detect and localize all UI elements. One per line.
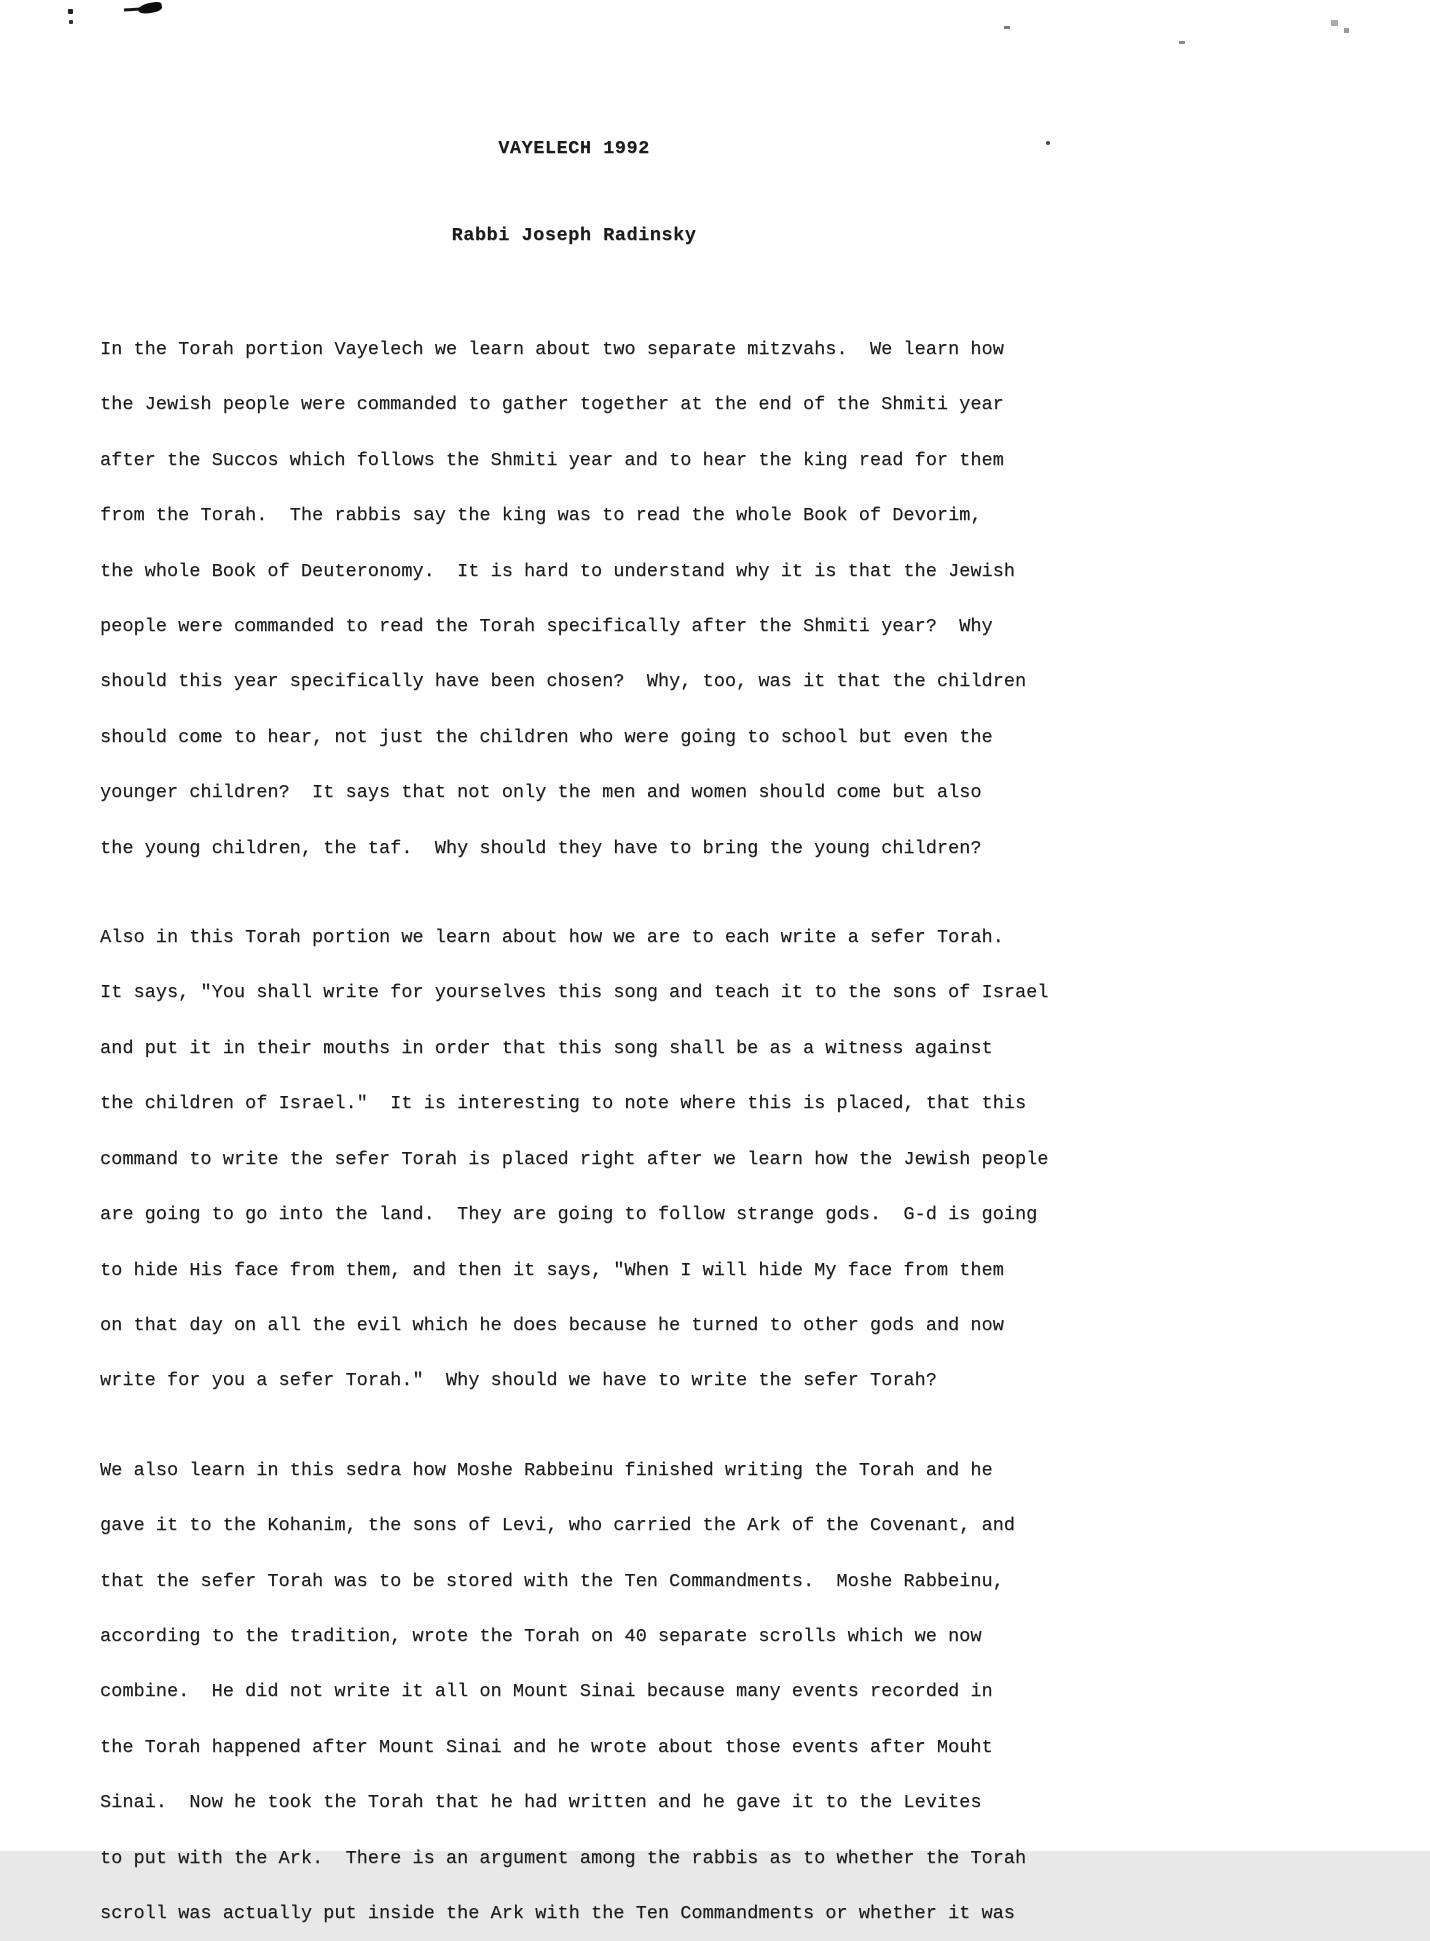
text-line: are going to go into the land. They are going to follow strange gods. G-d is going xyxy=(100,1204,1038,1226)
scan-artifact-dot xyxy=(68,9,73,14)
text-line: gave it to the Kohanim, the sons of Levi, who carried the Ark of the Covenant, and xyxy=(100,1515,1015,1537)
text-line: to put with the Ark. There is an argument among the rabbis as to whether the Torah xyxy=(100,1847,1027,1869)
text-line: should come to hear, not just the children who were going to school but even the xyxy=(100,726,993,748)
text-line: from the Torah. The rabbis say the king was to read the whole Book of Devorim, xyxy=(100,505,982,527)
text-line: the children of Israel." It is interesting to note where this is placed, that this xyxy=(100,1093,1027,1115)
text-line: We also learn in this sedra how Moshe Rabbeinu finished writing the Torah and he xyxy=(100,1459,993,1481)
text-line: write for you a sefer Torah." Why should we have to write the sefer Torah? xyxy=(100,1370,937,1392)
text-line: It says, "You shall write for yourselves this song and teach it to the sons of Israel xyxy=(100,982,1049,1004)
paragraph-3 xyxy=(100,1443,1060,1941)
scan-artifact-speck xyxy=(1331,20,1338,26)
text-line: after the Succos which follows the Shmiti year and to hear the king read for them xyxy=(100,449,1004,471)
text-line: the Torah happened after Mount Sinai and he wrote about those events after Mouht xyxy=(100,1736,993,1758)
scan-artifact-dot xyxy=(69,20,73,24)
text-line: scroll was actually put inside the Ark with the Ten Commandments or whether it was xyxy=(100,1902,1015,1924)
text-line: on that day on all the evil which he does because he turned to other gods and now xyxy=(100,1314,1004,1336)
text-line: people were commanded to read the Torah specifically after the Shmiti year? Why xyxy=(100,616,993,638)
text-line: command to write the sefer Torah is placed right after we learn how the Jewish people xyxy=(100,1148,1049,1170)
text-line: younger children? It says that not only the men and women should come but also xyxy=(100,782,982,804)
scan-artifact-speck xyxy=(1344,28,1349,33)
paragraph-1 xyxy=(100,322,1060,876)
text-line: the whole Book of Deuteronomy. It is hard to understand why it is that the Jewish xyxy=(100,560,1015,582)
text-line: to hide His face from them, and then it says, "When I will hide My face from them xyxy=(100,1259,1004,1281)
paragraph-2 xyxy=(100,910,1060,1409)
scan-artifact-speck xyxy=(1179,41,1185,44)
text-line: according to the tradition, wrote the Torah on 40 separate scrolls which we now xyxy=(100,1625,982,1647)
scan-artifact-speck xyxy=(1046,141,1050,145)
scan-artifact-speck xyxy=(1004,26,1010,29)
text-line: Sinai. Now he took the Torah that he had written and he gave it to the Levites xyxy=(100,1792,982,1814)
document-title: VAYELECH 1992 xyxy=(498,138,650,159)
text-line: should this year specifically have been chosen? Why, too, was it that the children xyxy=(100,671,1027,693)
text-line: combine. He did not write it all on Mount Sinai because many events recorded in xyxy=(100,1681,993,1703)
text-line: Also in this Torah portion we learn about how we are to each write a sefer Torah. xyxy=(100,927,1004,949)
text-line: the young children, the taf. Why should they have to bring the young children? xyxy=(100,837,982,859)
text-line: that the sefer Torah was to be stored with the Ten Commandments. Moshe Rabbeinu, xyxy=(100,1570,1004,1592)
document-author: Rabbi Joseph Radinsky xyxy=(451,225,697,246)
document-body xyxy=(100,322,1060,1941)
title-block xyxy=(100,76,1048,308)
text-line: the Jewish people were commanded to gather together at the end of the Shmiti year xyxy=(100,394,1004,416)
text-line: In the Torah portion Vayelech we learn about two separate mitzvahs. We learn how xyxy=(100,339,1004,360)
text-line: and put it in their mouths in order that this song shall be as a witness against xyxy=(100,1037,993,1059)
